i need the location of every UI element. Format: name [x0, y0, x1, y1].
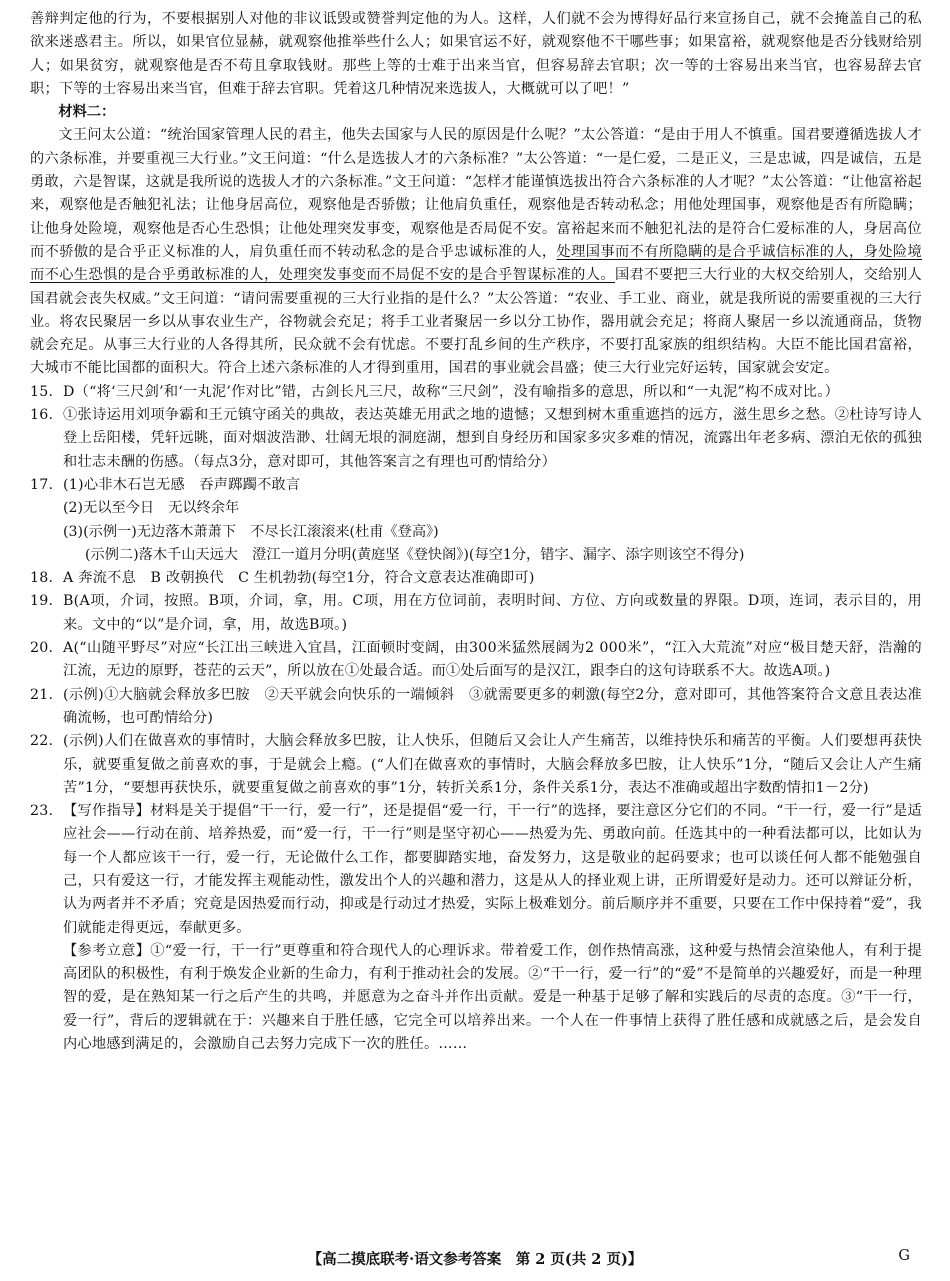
material2-text-after: 国君不要把三大行业的大权交给别人，交给别人国君就会丧失权威。”文王问道：“请问需要重视的三大行业指的是什么？”太公答道：“农业、手工业、商业，就是我所说的需要重视的三大行业。将农民聚居一乡以从事农业生产，谷物就会充足；将手工业者聚居一乡以分工协作，器用就会充足；将商人聚居一乡以流通商品，货物就会充足。从事三大行业的人各得其所，民众就不会有忧虑。不要打乱乡间的生产秩序，不要打乱家族的组织结构。大臣不能比国君富裕，大城市不能比国都的面积大。符合上述六条标准的人才得到重用，国君的事业就会昌盛；使三大行业完好运转，国家就会安定。: [30, 267, 922, 377]
answer-text: A 奔流不息 B 改朝换代 C 生机勃勃(每空1分，符合文意表达准确即可): [63, 570, 535, 587]
version-code: G: [898, 1248, 910, 1264]
answer-number: 20.: [30, 640, 54, 657]
answer-number: 23.: [30, 803, 54, 820]
answer-21: [30, 684, 922, 731]
answer-20: [30, 637, 922, 684]
answer-number: 21.: [30, 686, 54, 703]
answer-18: [30, 567, 922, 590]
answer-text: (示例)人们在做喜欢的事情时，大脑会释放多巴胺，让人快乐，但随后又会让人产生痛苦，以维持快乐和痛苦的平衡。人们要想再获快乐，就要重复做之前喜欢的事，于是就会上瘾。(“人们在做喜欢的事情时，大脑会释放多巴胺，让人快乐”1分，“随后又会让人产生痛苦”1分，“要想再获快乐，就要重复做之前喜欢的事”1分，转折关系1分，条件关系1分，表达不准确或超出字数酌情扣1－2分): [63, 733, 922, 796]
reference-ideas-text: 【参考立意】①“爱一行，干一行”更尊重和符合现代人的心理诉求。带着爱工作，创作热情高涨，这种爱与热情会渲染他人，有利于提高团队的积极性，有利于焕发企业新的生命力，有利于推动社会的发展。②“干一行，爱一行”的“爱”不是简单的兴趣爱好，而是一种理智的爱，是在熟知某一行之后产生的共鸣，并愿意为之奋斗并作出贡献。爱是一种基于足够了解和实践后的尽责的态度。③“干一行，爱一行”，背后的逻辑就在于：兴趣来自于胜任感，它完全可以培养出来。一个人在一件事情上获得了胜任感和成就感之后，是会发自内心地感到满足的，会激励自己去努力完成下一次的胜任。……: [63, 942, 922, 1053]
answer-17: [30, 474, 922, 497]
material1-continuation: 善辩判定他的行为，不要根据别人对他的非议诋毁或赞誉判定他的为人。这样，人们就不会为博得好品行来宣扬自己，就不会掩盖自己的私欲来迷惑君主。所以，如果官位显赫，就观察他推举些什么人；如果官运不好，就观察他不干哪些事；如果富裕，就观察他是否分钱财给别人；如果贫穷，就观察他是否不苟且拿取钱财。那些上等的士难于出来当官，但容易辞去官职；次一等的士容易出来当官，也容易辞去官职；下等的士容易出来当官，但难于辞去官职。凭着这几种情况来选拔人，大概就可以了吧！”: [30, 11, 922, 97]
answer-23: [30, 800, 922, 940]
answer-text: (示例)①大脑就会释放多巴胺 ②天平就会向快乐的一端倾斜 ③就需要更多的刺激(每空2分，意对即可，其他答案符合文意且表达准确流畅，也可酌情给分): [63, 686, 922, 726]
material2-underlined-text: 处理国事而不有所隐瞒的是合乎诚信标准的人，身处险境而不心生恐惧的是合乎勇敢标准的人，处理突发事变而不局促不安的是合乎智谋标准的人。: [30, 243, 922, 284]
writing-guide: 【写作指导】材料是关于提倡“干一行，爱一行”，还是提倡“爱一行，干一行”的选择，要注意区分它们的不同。“干一行，爱一行”是适应社会——行动在前、培养热爱，而“爱一行，干一行”则是坚守初心——热爱为先、勇敢向前。任选其中的一种看法都可以，比如认为每一个人都应该干一行，爱一行，无论做什么工作，都要脚踏实地，奋发努力，这是敬业的起码要求；也可以谈任何人都不能勉强自己，只有爱这一行，才能发挥主观能动性，激发出个人的兴趣和潜力，这是从人的择业观上讲，正所谓爱好是动力。还可以辩证分析，认为两者并不矛盾；究竟是因热爱而行动，抑或是行动过才热爱，实际上极难划分。前后顺序并不重要，只要在工作中保持着“爱”，我们就能走得更远，奉献更多。: [63, 803, 922, 936]
answer-22: [30, 730, 922, 800]
answer-number: 15.: [30, 383, 54, 400]
answer-19: [30, 590, 922, 637]
material2-text-before: 文王问太公道：“统治国家管理人民的君主，他失去国家与人民的原因是什么呢？”太公答道：“是由于用人不慎重。国君要遵循选拔人才的六条标准，并要重视三大行业。”文王问道：“什么是选拔人才的六条标准？”太公答道：“一是仁爱，二是正义，三是忠诚，四是诚信，五是勇敢，六是智谋，这就是我所说的选拔人才的六条标准。”文王问道：“怎样才能谨慎选拔出符合六条标准的人才呢？”太公答道：“让他富裕起来，观察他是否触犯礼法；让他身居高位，观察他是否骄傲；让他肩负重任，观察他是否转动私念；用他处理国事，观察他是否有所隐瞒；让他身处险境，观察他是否心生恐惧；让他处理突发事变，观察他是否局促不安。富裕起来而不触犯礼法的是符合仁爱标准的人，身居高位而不骄傲的是合乎正义标准的人，肩负重任而不转动私念的是合乎忠诚标准的人，: [30, 127, 922, 260]
answer-16: [30, 404, 922, 474]
material2-heading: 材料二：: [58, 104, 116, 121]
answer-17-line-3: (3)(示例一)无边落木萧萧下 不尽长江滚滚来(杜甫《登高》): [63, 523, 439, 540]
page-footer: 【高二摸底联考·语文参考答案 第 2 页(共 2 页)】: [307, 1251, 643, 1268]
answer-15: [30, 381, 922, 404]
answer-number: 17.: [30, 476, 54, 493]
answer-text: D（“将‘三尺剑’和‘一丸泥’作对比”错，古剑长凡三尺，故称“三尺剑”，没有喻指多的意思，所以和“一丸泥”构不成对比。）: [63, 383, 840, 400]
answer-text: ①张诗运用刘项争霸和王元镇守函关的典故，表达英雄无用武之地的遗憾；又想到树木重重遮挡的远方，滋生思乡之愁。②杜诗写诗人登上岳阳楼，凭轩远眺，面对烟波浩渺、壮阔无垠的洞庭湖，想到自身经历和国家多灾多难的情况，流露出年老多病、漂泊无依的孤独和壮志未酬的伤感。（每点3分，意对即可，其他答案言之有理也可酌情给分）: [63, 407, 922, 470]
answer-number: 16.: [30, 407, 54, 424]
answer-number: 22.: [30, 733, 54, 750]
answer-line-1: (1)心非木石岂无感 吞声踯躅不敢言: [63, 476, 301, 493]
answer-sheet-page: [30, 8, 922, 1056]
answer-17-line-4: (示例二)落木千山天远大 澄江一道月分明(黄庭坚《登快阁》)(每空1分，错字、漏字、添字则该空不得分): [85, 546, 745, 563]
answer-17-line-2: (2)无以至今日 无以终余年: [63, 500, 240, 517]
answer-number: 18.: [30, 570, 54, 587]
material2-paragraph: [30, 124, 922, 380]
answer-text: B(A项，介词，按照。B项，介词，拿，用。C项，用在方位词前，表明时间、方位、方向或数量的界限。D项，连词，表示目的，用来。文中的“以”是介词，拿，用，故选B项。): [63, 593, 922, 633]
reference-ideas: [30, 940, 922, 1056]
answer-number: 19.: [30, 593, 54, 610]
answer-text: A(“山随平野尽”对应“长江出三峡进入宜昌，江面顿时变阔，由300米猛然展阔为2 000米”，“江入大荒流”对应“极目楚天舒，浩瀚的江流，无边的原野，苍茫的云天”，所以放在①处最合适。而①处后面写的是汉江，跟李白的这句诗联系不大。故选A项。): [63, 640, 922, 680]
